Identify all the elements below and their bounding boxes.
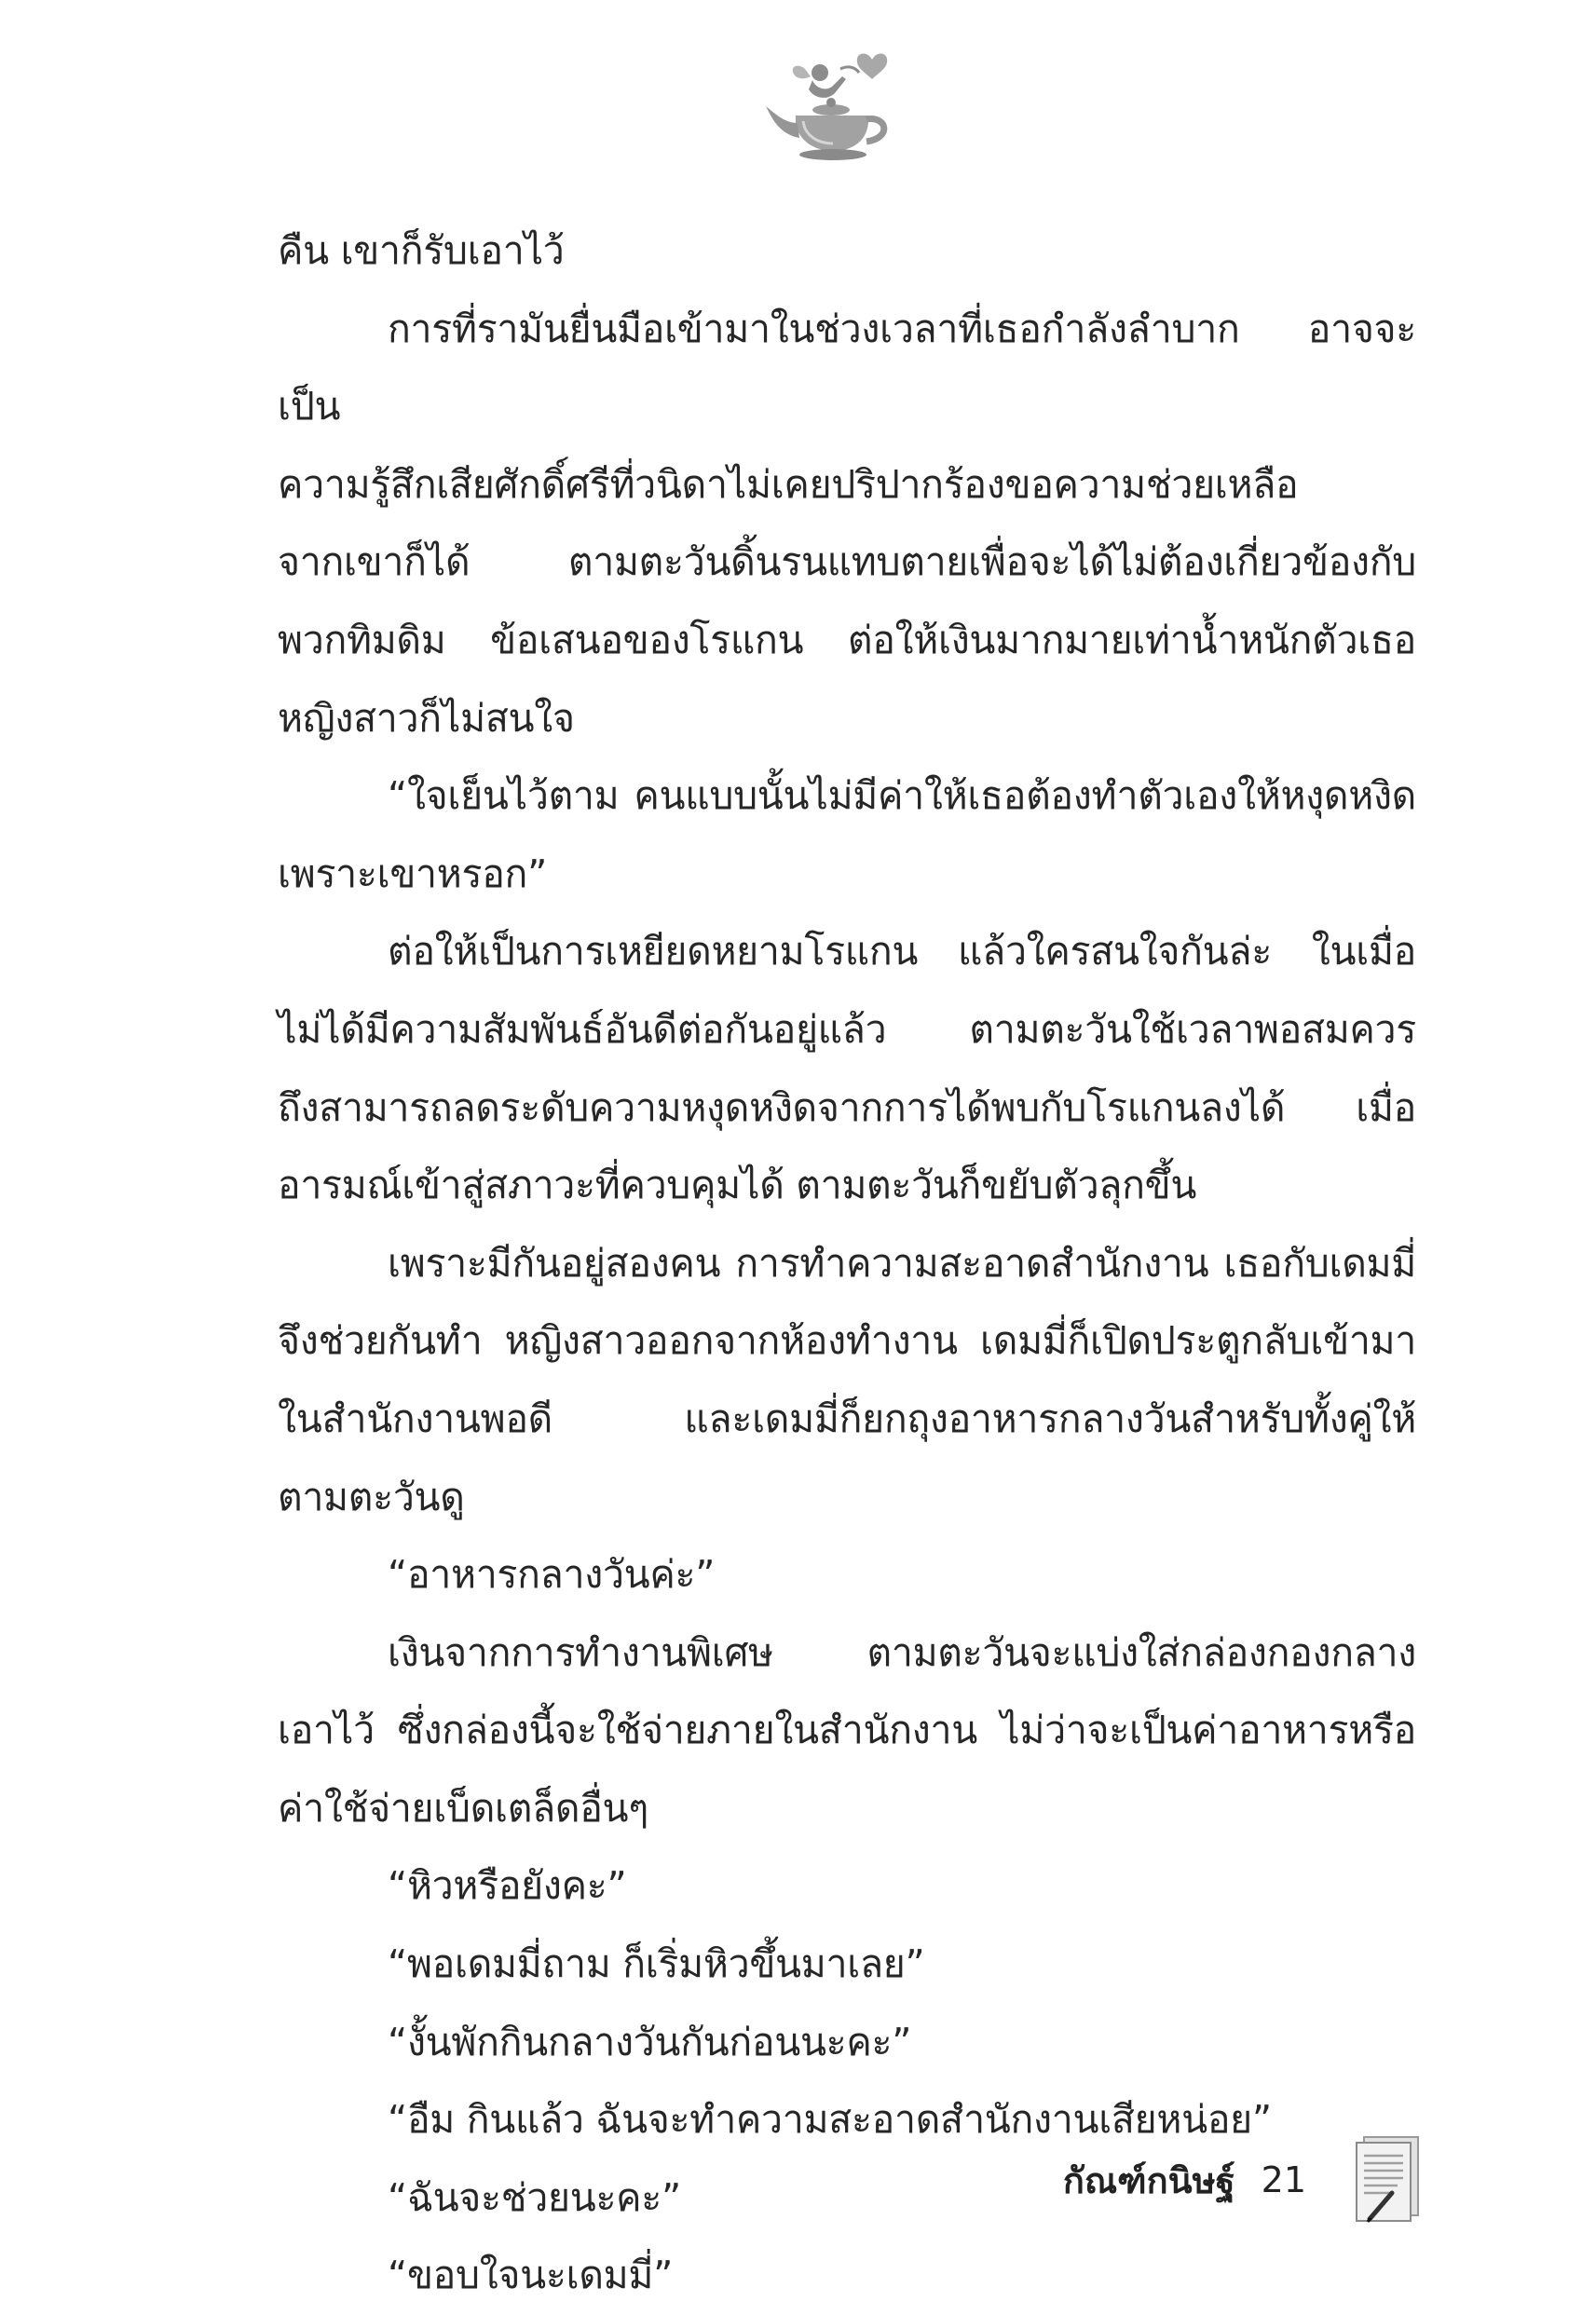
paragraph [278, 1614, 1416, 1693]
paragraph [278, 212, 1416, 291]
paragraph-line [278, 1770, 1416, 1848]
text-line: เงินจากการทำงานพิเศษ ตามตะวันจะแบ่งใส่กล่องกองกลาง [388, 1629, 1416, 1675]
text-line: ตามตะวันดู [278, 1474, 465, 1519]
text-line: เพราะมีกันอยู่สองคน การทำความสะอาดสำนักงาน เธอกับเดมมี่ [388, 1240, 1416, 1286]
chapter-text [278, 212, 1416, 2315]
paragraph [278, 1225, 1416, 1303]
text-line: “งั้นพักกินกลางวันกันก่อนนะคะ” [388, 2019, 912, 2064]
text-line: ถึงสามารถลดระดับความหงุดหงิดจากการได้พบกับโรแกนลงได้ เมื่อ [278, 1084, 1416, 1130]
paragraph [278, 913, 1416, 991]
text-line: “ใจเย็นไว้ตาม คนแบบนั้นไม่มีค่าให้เธอต้องทำตัวเองให้หงุดหงิด [388, 773, 1416, 819]
dialogue-line [278, 1926, 1416, 2004]
text-line: ในสำนักงานพอดี และเดมมี่ก็ยกถุงอาหารกลางวันสำหรับทั้งคู่ให้ [278, 1396, 1416, 1441]
teapot-cupid-ornament-icon [762, 48, 902, 168]
text-line: การที่รามันยื่นมือเข้ามาในช่วงเวลาที่เธอกำลังลำบาก อาจจะเป็น [278, 306, 1416, 429]
paragraph-line [278, 836, 1416, 914]
dialogue-line [278, 2081, 1416, 2159]
text-line: จากเขาก็ได้ ตามตะวันดิ้นรนแทบตายเพื่อจะได้ไม่ต้องเกี่ยวข้องกับ [278, 539, 1416, 585]
paragraph-line [278, 991, 1416, 1069]
page-number: 21 [1261, 2159, 1306, 2200]
text-line: เอาไว้ ซึ่งกล่องนี้จะใช้จ่ายภายในสำนักงาน ไม่ว่าจะเป็นค่าอาหารหรือ [278, 1708, 1416, 1753]
text-line: เพราะเขาหรอก” [278, 851, 548, 896]
paragraph-line [278, 1381, 1416, 1459]
paragraph-line [278, 602, 1416, 680]
text-line: พวกทิมดิม ข้อเสนอของโรแกน ต่อให้เงินมากมายเท่าน้ำหนักตัวเธอ [278, 617, 1416, 662]
text-line: หญิงสาวก็ไม่สนใจ [278, 695, 575, 741]
text-line: จึงช่วยกันทำ หญิงสาวออกจากห้องทำงาน เดมมี่ก็เปิดประตูกลับเข้ามา [278, 1318, 1416, 1364]
document-pen-icon [1351, 2133, 1425, 2225]
text-line: “ขอบใจนะเดมมี่” [388, 2253, 674, 2298]
text-line: คืน เขาก็รับเอาไว้ [278, 228, 565, 273]
text-line: ค่าใช้จ่ายเบ็ดเตล็ดอื่นๆ [278, 1785, 648, 1831]
text-line: “พอเดมมี่ถาม ก็เริ่มหิวขึ้นมาเลย” [388, 1941, 925, 1987]
text-line: ไม่ได้มีความสัมพันธ์อันดีต่อกันอยู่แล้ว ตามตะวันใช้เวลาพอสมควร [278, 1006, 1416, 1052]
paragraph-line [278, 524, 1416, 602]
dialogue-line [278, 2237, 1416, 2315]
text-line: อารมณ์เข้าสู่สภาวะที่ควบคุมได้ ตามตะวันก็ขยับตัวลุกขึ้น [278, 1163, 1197, 1208]
book-title: กัณฑ์กนิษฐ์ [1062, 2159, 1235, 2201]
paragraph-line [278, 1692, 1416, 1770]
dialogue-line [278, 2004, 1416, 2082]
paragraph [278, 291, 1416, 446]
paragraph-line [278, 1069, 1416, 1148]
text-line: “อืม กินแล้ว ฉันจะทำความสะอาดสำนักงานเสียหน่อย” [388, 2097, 1272, 2143]
text-line: “หิวหรือยังคะ” [388, 1863, 627, 1909]
paragraph-line [278, 446, 1416, 524]
text-line: “ฉันจะช่วยนะคะ” [388, 2174, 681, 2220]
dialogue-line [278, 1536, 1416, 1614]
text-line: ความรู้สึกเสียศักดิ์ศรีที่วนิดาไม่เคยปริปากร้องขอความช่วยเหลือ [278, 461, 1299, 507]
paragraph [278, 757, 1416, 836]
paragraph-line [278, 1459, 1416, 1537]
text-line: ต่อให้เป็นการเหยียดหยามโรแกน แล้วใครสนใจกันล่ะ ในเมื่อ [388, 929, 1416, 974]
text-line: “อาหารกลางวันค่ะ” [388, 1552, 716, 1598]
paragraph-line [278, 1302, 1416, 1381]
paragraph-line [278, 680, 1416, 758]
paragraph-line [278, 1147, 1416, 1225]
dialogue-line [278, 1847, 1416, 1926]
